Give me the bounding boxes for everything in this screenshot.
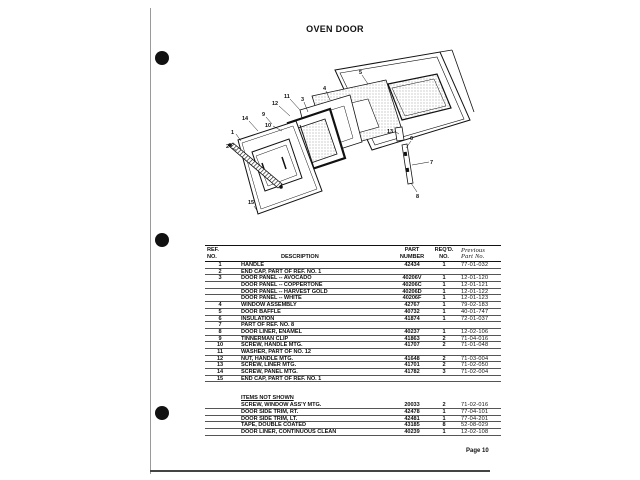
previous-part-number: [457, 322, 501, 328]
callout-label: 6: [410, 136, 414, 142]
part-number: 41707: [404, 342, 420, 348]
table-row: [205, 402, 501, 409]
table-row: [205, 422, 501, 429]
part-number: 20033: [404, 402, 420, 409]
ref-number: [205, 282, 235, 288]
header-part-number: PART NUMBER: [399, 247, 425, 260]
callout-label: 5: [359, 70, 363, 76]
ref-number: 13: [216, 362, 224, 368]
ref-number: 12: [216, 355, 224, 362]
part-number: 42481: [404, 415, 420, 422]
part-number: 42434: [404, 262, 420, 268]
table-row: [205, 409, 501, 416]
part-description: WINDOW ASSEMBLY: [241, 302, 297, 308]
callout-label: 3: [301, 97, 305, 103]
part-description: INSULATION: [241, 315, 275, 322]
ref-number: 4: [218, 302, 222, 308]
previous-part-number: 71-02-004: [461, 369, 489, 375]
quantity-required: 1: [442, 302, 446, 308]
quantity-required: 1: [442, 409, 446, 415]
previous-part-number: 71-02-016: [461, 402, 489, 409]
table-row: [205, 336, 501, 343]
quantity-required: [431, 376, 457, 382]
part-number: 40239: [404, 429, 420, 435]
table-row: [205, 329, 501, 336]
ref-number: 7: [218, 322, 222, 328]
parts-table: [205, 245, 501, 436]
part-number: [393, 322, 431, 328]
previous-part-number: 72-01-037: [461, 315, 489, 322]
quantity-required: 1: [442, 315, 446, 322]
previous-part-number: [457, 269, 501, 275]
callout-label: 10: [265, 123, 272, 129]
previous-part-number: [457, 376, 501, 382]
callout-label: 15: [248, 200, 255, 206]
part-description: DOOR LINER, ENAMEL: [241, 328, 302, 335]
quantity-required: 1: [442, 282, 446, 288]
table-row: [205, 262, 501, 269]
items-not-shown-heading: ITEMS NOT SHOWN: [241, 395, 294, 402]
previous-part-number: 77-01-032: [461, 262, 489, 268]
ref-number: [205, 289, 235, 295]
table-row: [205, 369, 501, 376]
quantity-required: 1: [442, 295, 446, 302]
previous-part-number: 71-03-004: [461, 355, 489, 362]
ref-number: [205, 402, 235, 408]
table-row: [205, 349, 501, 356]
part-description: DOOR PANEL -- COPPERTONE: [241, 282, 323, 288]
callout-label: 4: [323, 86, 327, 92]
part-description: SCREW, PANEL MTG.: [241, 369, 298, 375]
quantity-required: 3: [442, 369, 446, 375]
quantity-required: 2: [442, 362, 446, 368]
ref-number: [205, 422, 235, 428]
callout-label: 8: [416, 194, 420, 200]
part-number: 40732: [404, 308, 420, 315]
part-number: 42767: [404, 302, 420, 308]
page-title: OVEN DOOR: [306, 24, 364, 34]
previous-part-number: 52-08-029: [461, 422, 489, 429]
ref-number: 14: [216, 369, 224, 375]
quantity-required: [431, 322, 457, 328]
part-description: DOOR PANEL -- HARVEST GOLD: [241, 288, 328, 295]
header-previous-part-no: Previous Part No.: [461, 248, 486, 260]
part-number: 40206C: [402, 282, 422, 288]
part-number: 41863: [404, 335, 420, 342]
part-description: DOOR PANEL -- WHITE: [241, 295, 302, 302]
previous-part-number: 71-01-048: [461, 342, 489, 348]
table-row: [205, 289, 501, 296]
ref-number: 1: [218, 262, 222, 268]
ref-number: 6: [218, 315, 222, 322]
table-row: [205, 316, 501, 323]
ref-number: 3: [218, 275, 222, 282]
table-row: [205, 295, 501, 302]
quantity-required: 1: [442, 288, 446, 295]
ref-number: 10: [216, 342, 224, 348]
part-description: DOOR BAFFLE: [241, 308, 281, 315]
table-row: [205, 416, 501, 423]
part-number: [393, 349, 431, 355]
quantity-required: 2: [442, 335, 446, 342]
callout-label: 13: [387, 129, 394, 135]
part-number: 41648: [404, 355, 420, 362]
previous-part-number: 12-01-120: [461, 275, 489, 282]
quantity-required: [431, 349, 457, 355]
previous-part-number: 40-01-747: [461, 308, 489, 315]
part-description: DOOR SIDE TRIM, RT.: [241, 409, 299, 415]
callout-label: 11: [284, 94, 290, 100]
part-number: 41701: [404, 362, 420, 368]
part-description: TAPE, DOUBLE COATED: [241, 422, 307, 429]
previous-part-number: 12-02-106: [461, 328, 489, 335]
callout-label: 7: [430, 160, 434, 166]
previous-part-number: 71-04-016: [461, 335, 489, 342]
part-number: 41782: [404, 369, 420, 375]
ref-number: [205, 416, 235, 422]
table-row: [205, 309, 501, 316]
part-number: 41874: [404, 315, 420, 322]
page-number: Page 10: [466, 448, 489, 454]
part-number: 40237: [404, 328, 420, 335]
part-description: PART OF REF. NO. 8: [241, 322, 295, 328]
quantity-required: 1: [442, 415, 446, 422]
quantity-required: 1: [442, 275, 446, 282]
part-description: TINNERMAN CLIP: [241, 335, 289, 342]
ref-number: [205, 429, 235, 435]
quantity-required: 2: [442, 342, 446, 348]
ref-number: 15: [216, 375, 224, 382]
callout-label: 2: [226, 144, 230, 150]
items-not-shown-section: [205, 395, 501, 435]
ref-number: [205, 409, 235, 415]
ref-number: 5: [218, 308, 222, 315]
header-reqd-no: REQ'D. NO.: [434, 247, 454, 260]
part-description: NUT, HANDLE MTG.: [241, 355, 294, 362]
header-ref-no: REF. NO.: [207, 247, 219, 260]
ref-number: 8: [218, 328, 222, 335]
table-row: [205, 342, 501, 349]
table-row: [205, 429, 501, 436]
part-number: 43185: [404, 422, 420, 429]
part-number: [393, 269, 431, 275]
table-header: [205, 245, 501, 262]
part-description: SCREW, LINER MTG.: [241, 362, 297, 368]
ref-number: [205, 295, 235, 301]
callout-label: 12: [272, 101, 279, 107]
table-row: [205, 275, 501, 282]
quantity-required: 1: [442, 308, 446, 315]
part-description: HANDLE: [241, 262, 265, 268]
part-description: SCREW, WINDOW ASS'Y MTG.: [241, 402, 322, 409]
previous-part-number: 12-01-122: [461, 288, 489, 295]
previous-part-number: [457, 349, 501, 355]
part-description: DOOR SIDE TRIM, LT.: [241, 415, 298, 422]
previous-part-number: 71-02-050: [461, 362, 489, 368]
items-not-shown-body: [205, 402, 501, 435]
callout-label: 14: [242, 116, 249, 122]
previous-part-number: 12-01-121: [461, 282, 489, 288]
quantity-required: 1: [442, 429, 446, 435]
part-number: [393, 376, 431, 382]
part-number: 42478: [404, 409, 420, 415]
table-row: [205, 282, 501, 289]
quantity-required: 8: [442, 422, 446, 429]
part-description: DOOR LINER, CONTINUOUS CLEAN: [241, 429, 337, 435]
table-row: [205, 322, 501, 329]
part-number: 40206F: [402, 295, 422, 302]
quantity-required: [431, 269, 457, 275]
quantity-required: 1: [442, 262, 446, 268]
ref-number: 11: [217, 348, 223, 355]
table-row: [205, 269, 501, 276]
callout-label: 9: [262, 112, 266, 118]
part-number: 40206V: [402, 275, 422, 282]
quantity-required: 2: [442, 355, 446, 362]
part-description: WASHER, PART OF NO. 12: [241, 348, 311, 355]
previous-part-number: 77-04-101: [461, 409, 489, 415]
quantity-required: 1: [442, 328, 446, 335]
previous-part-number: 79-02-183: [461, 302, 489, 308]
previous-part-number: 12-01-123: [461, 295, 489, 302]
part-description: SCREW, HANDLE MTG.: [241, 342, 303, 348]
previous-part-number: 77-04-201: [461, 415, 489, 422]
table-body: [205, 262, 501, 382]
part-description: DOOR PANEL -- AVOCADO: [241, 275, 312, 282]
header-description: DESCRIPTION: [281, 253, 319, 260]
table-row: [205, 376, 501, 383]
part-description: END CAP, PART OF REF. NO. 1: [241, 268, 322, 275]
table-row: [205, 362, 501, 369]
part-number: 40206D: [402, 288, 422, 295]
quantity-required: 2: [442, 402, 446, 409]
part-description: END CAP, PART OF REF. NO. 1: [241, 375, 322, 382]
table-row: [205, 302, 501, 309]
ref-number: 2: [218, 268, 222, 275]
previous-part-number: 12-02-108: [461, 429, 489, 435]
callout-label: 1: [231, 130, 235, 136]
table-row: [205, 356, 501, 363]
ref-number: 9: [218, 335, 222, 342]
